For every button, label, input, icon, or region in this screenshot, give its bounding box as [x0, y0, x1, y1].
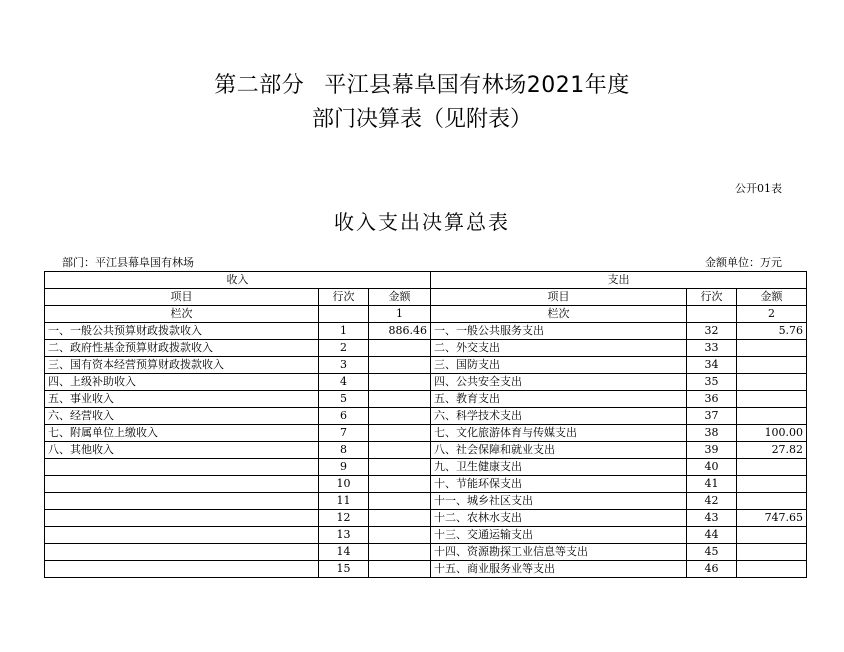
table-row	[45, 561, 807, 578]
income-row-no: 7	[319, 425, 369, 442]
income-amount	[369, 340, 431, 357]
income-row-no: 6	[319, 408, 369, 425]
table-row	[45, 408, 807, 425]
income-item: 六、经营收入	[45, 408, 319, 425]
income-amount	[369, 561, 431, 578]
income-item: 七、附属单位上缴收入	[45, 425, 319, 442]
document-title	[0, 68, 844, 99]
expense-amount	[737, 561, 807, 578]
table-row	[45, 476, 807, 493]
expense-amount	[737, 357, 807, 374]
table-row	[45, 374, 807, 391]
income-row-no: 3	[319, 357, 369, 374]
income-row-no: 12	[319, 510, 369, 527]
income-row-no: 15	[319, 561, 369, 578]
expense-row-no: 38	[687, 425, 737, 442]
table-row	[45, 391, 807, 408]
income-item: 二、政府性基金预算财政拨款收入	[45, 340, 319, 357]
expense-row-no: 34	[687, 357, 737, 374]
expense-item: 一、一般公共服务支出	[431, 323, 687, 340]
table-row	[45, 510, 807, 527]
income-header: 收入	[45, 272, 431, 289]
income-row-no-header: 行次	[319, 289, 369, 306]
expense-amount	[737, 391, 807, 408]
income-row-no: 9	[319, 459, 369, 476]
expense-item: 八、社会保障和就业支出	[431, 442, 687, 459]
income-row-no: 11	[319, 493, 369, 510]
income-item	[45, 527, 319, 544]
table-row	[45, 340, 807, 357]
expense-item: 十、节能环保支出	[431, 476, 687, 493]
title-part: 第二部分	[214, 73, 305, 98]
expense-item: 七、文化旅游体育与传媒支出	[431, 425, 687, 442]
table-row	[45, 459, 807, 476]
income-row-no: 8	[319, 442, 369, 459]
expense-row-no: 32	[687, 323, 737, 340]
income-amount	[369, 425, 431, 442]
expense-row-no: 39	[687, 442, 737, 459]
income-amount	[369, 374, 431, 391]
income-item: 五、事业收入	[45, 391, 319, 408]
table-row	[45, 544, 807, 561]
income-amount-header: 金额	[369, 289, 431, 306]
income-amount	[369, 493, 431, 510]
expense-row-no: 41	[687, 476, 737, 493]
expense-amount	[737, 459, 807, 476]
income-amount	[369, 544, 431, 561]
expense-item: 十三、交通运输支出	[431, 527, 687, 544]
expense-index-blank	[687, 306, 737, 323]
document-subtitle: 部门决算表（见附表）	[311, 107, 532, 132]
income-amount	[369, 459, 431, 476]
expense-amount	[737, 476, 807, 493]
income-row-no: 10	[319, 476, 369, 493]
expense-amount-header: 金额	[737, 289, 807, 306]
table-header-row	[45, 272, 807, 289]
expense-amount: 100.00	[737, 425, 807, 442]
income-row-no: 14	[319, 544, 369, 561]
expense-row-no: 36	[687, 391, 737, 408]
income-amount: 886.46	[369, 323, 431, 340]
table-row	[45, 493, 807, 510]
expense-amount	[737, 408, 807, 425]
income-item: 一、一般公共预算财政拨款收入	[45, 323, 319, 340]
income-amount	[369, 391, 431, 408]
expense-index-label: 栏次	[431, 306, 687, 323]
income-index-label: 栏次	[45, 306, 319, 323]
income-row-no: 13	[319, 527, 369, 544]
expense-col-index: 2	[737, 306, 807, 323]
table-row	[45, 323, 807, 340]
income-item: 八、其他收入	[45, 442, 319, 459]
expense-item: 九、卫生健康支出	[431, 459, 687, 476]
column-index-row	[45, 306, 807, 323]
income-amount	[369, 357, 431, 374]
expense-row-no: 42	[687, 493, 737, 510]
income-amount	[369, 408, 431, 425]
income-row-no: 5	[319, 391, 369, 408]
income-expense-table	[44, 271, 807, 578]
expense-row-no: 37	[687, 408, 737, 425]
expense-item: 五、教育支出	[431, 391, 687, 408]
income-index-blank	[319, 306, 369, 323]
expense-row-no: 40	[687, 459, 737, 476]
table-row	[45, 442, 807, 459]
expense-row-no: 43	[687, 510, 737, 527]
income-item: 四、上级补助收入	[45, 374, 319, 391]
expense-item: 六、科学技术支出	[431, 408, 687, 425]
expense-item: 十一、城乡社区支出	[431, 493, 687, 510]
expense-amount: 747.65	[737, 510, 807, 527]
title-main: 平江县幕阜国有林场2021年度	[324, 73, 630, 98]
table-row	[45, 357, 807, 374]
expense-row-no: 45	[687, 544, 737, 561]
income-item-header: 项目	[45, 289, 319, 306]
form-number: 公开01表	[735, 182, 782, 195]
expense-item: 四、公共安全支出	[431, 374, 687, 391]
unit-label: 金额单位：万元	[705, 256, 782, 269]
income-row-no: 4	[319, 374, 369, 391]
expense-amount: 27.82	[737, 442, 807, 459]
income-item	[45, 561, 319, 578]
expense-row-no: 46	[687, 561, 737, 578]
income-item	[45, 459, 319, 476]
expense-amount: 5.76	[737, 323, 807, 340]
expense-header: 支出	[431, 272, 807, 289]
income-item	[45, 544, 319, 561]
table-title: 收入支出决算总表	[334, 210, 510, 234]
income-amount	[369, 442, 431, 459]
expense-amount	[737, 493, 807, 510]
table-row	[45, 527, 807, 544]
expense-row-no: 33	[687, 340, 737, 357]
expense-item-header: 项目	[431, 289, 687, 306]
expense-amount	[737, 544, 807, 561]
expense-amount	[737, 340, 807, 357]
expense-item: 十五、商业服务业等支出	[431, 561, 687, 578]
expense-amount	[737, 374, 807, 391]
income-amount	[369, 510, 431, 527]
income-item: 三、国有资本经营预算财政拨款收入	[45, 357, 319, 374]
column-header-row	[45, 289, 807, 306]
income-amount	[369, 527, 431, 544]
table-row	[45, 425, 807, 442]
income-row-no: 1	[319, 323, 369, 340]
income-item	[45, 510, 319, 527]
expense-item: 三、国防支出	[431, 357, 687, 374]
income-item	[45, 493, 319, 510]
expense-item: 十二、农林水支出	[431, 510, 687, 527]
income-amount	[369, 476, 431, 493]
expense-row-no: 44	[687, 527, 737, 544]
income-col-index: 1	[369, 306, 431, 323]
income-item	[45, 476, 319, 493]
department-label: 部门：平江县幕阜国有林场	[62, 256, 194, 269]
expense-amount	[737, 527, 807, 544]
expense-item: 十四、资源勘探工业信息等支出	[431, 544, 687, 561]
expense-row-no-header: 行次	[687, 289, 737, 306]
expense-item: 二、外交支出	[431, 340, 687, 357]
expense-row-no: 35	[687, 374, 737, 391]
income-row-no: 2	[319, 340, 369, 357]
